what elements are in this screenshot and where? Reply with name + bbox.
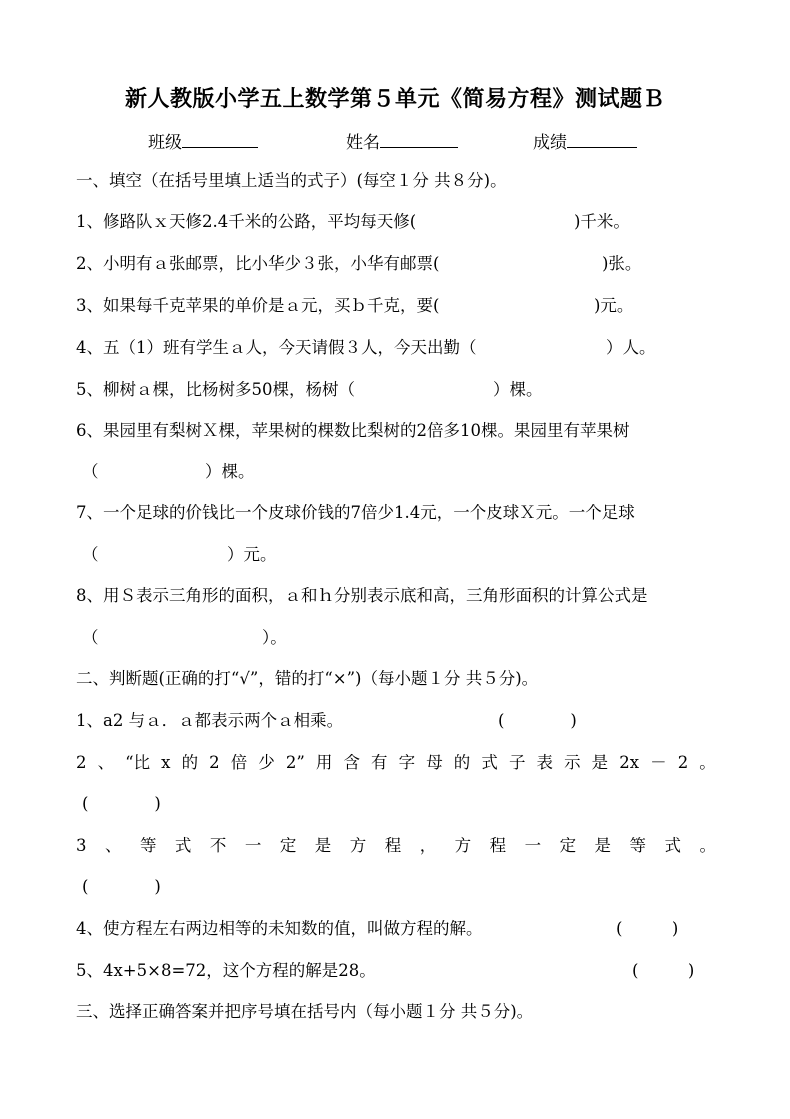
s2-q3-token: 等: [629, 836, 646, 855]
s2-q2-token: 2: [76, 753, 87, 772]
s2-q2-token: 2: [209, 753, 220, 772]
s2-q3-token: 。: [699, 836, 716, 855]
s2-q5-paren: ( ): [632, 961, 695, 980]
s2-q3-token: ，: [419, 836, 437, 855]
s2-q2-token: 母: [426, 753, 443, 772]
s1-q8-text: 8、用Ｓ表示三角形的面积，ａ和ｈ分别表示底和高，三角形面积的计算公式是: [76, 586, 648, 605]
s2-q2-token: 、: [97, 753, 115, 772]
s2-q4-paren: ( ): [616, 919, 679, 938]
s1-q3-text: 3、如果每千克苹果的单价是ａ元，买ｂ千克，要(: [76, 296, 440, 315]
s2-q3-token: 定: [559, 836, 577, 855]
score-field: [533, 128, 637, 153]
s2-q2-token: 2: [677, 753, 689, 772]
s2-q3-paren: ( ): [82, 877, 161, 896]
class-blank[interactable]: [182, 131, 258, 148]
s1-q2-end: )张。: [602, 254, 642, 273]
s1-q5-text: 5、柳树ａ棵，比杨树多50棵，杨树（: [76, 380, 355, 399]
s1-q4-text: 4、五（1）班有学生ａ人，今天请假３人，今天出勤（: [76, 338, 477, 357]
s2-q2-token: 示: [564, 753, 581, 772]
s2-q2-token: 字: [398, 753, 416, 772]
s1-q3-end: )元。: [594, 296, 634, 315]
s2-q2-token: 是: [591, 753, 609, 772]
s1-q8-open: （: [82, 628, 99, 647]
page-title: 新人教版小学五上数学第５单元《简易方程》测试题Ｂ: [124, 86, 665, 112]
section1-heading: 一、填空（在括号里填上适当的式子）(每空１分 共８分)。: [76, 171, 507, 190]
s2-q1-paren: ( ): [498, 711, 577, 730]
s2-q4-text: 4、使方程左右两边相等的未知数的值，叫做方程的解。: [76, 919, 483, 938]
s1-q7-end: ）元。: [227, 545, 277, 564]
section2-heading: 二、判断题(正确的打“√”，错的打“×”)（每小题１分 共５分)。: [76, 669, 539, 688]
s2-q2-line: [76, 752, 716, 774]
s2-q3-line: [76, 835, 716, 857]
s2-q3-token: 程: [489, 836, 507, 855]
section3-heading: 三、选择正确答案并把序号填在括号内（每小题１分 共５分)。: [76, 1002, 534, 1021]
s1-q7-open: （: [82, 545, 99, 564]
s1-q6-end: ）棵。: [205, 462, 255, 481]
name-blank[interactable]: [380, 131, 458, 148]
s2-q2-token: 有: [371, 753, 388, 772]
s1-q8-end: ）。: [262, 628, 287, 647]
s2-q5-text: 5、4x+5×8=72，这个方程的解是28。: [76, 961, 376, 980]
s2-q3-token: 一: [524, 836, 542, 855]
s2-q2-token: “比: [125, 753, 151, 772]
s1-q5-end: ）棵。: [493, 380, 543, 399]
s2-q3-token: 等: [139, 836, 157, 855]
name-field: [346, 128, 458, 153]
score-blank[interactable]: [567, 131, 637, 148]
s2-q2-token: 含: [343, 753, 360, 772]
name-label: 姓名: [346, 133, 380, 153]
s1-q2-text: 2、小明有ａ张邮票，比小华少３张，小华有邮票(: [76, 254, 440, 273]
s2-q2-token: －: [650, 753, 667, 772]
s1-q6-text: 6、果园里有梨树Ｘ棵，苹果树的棵数比梨树的2倍多10棵。果园里有苹果树: [76, 421, 630, 440]
s2-q2-token: 的: [453, 753, 471, 772]
s2-q2-token: 2x: [619, 753, 640, 772]
s2-q2-token: 少: [258, 753, 275, 772]
score-label: 成绩: [533, 133, 567, 153]
s2-q2-token: x: [161, 753, 171, 772]
s1-q1-text: 1、修路队ｘ天修2.4千米的公路，平均每天修(: [76, 212, 417, 231]
s2-q3-token: 是: [314, 836, 332, 855]
s2-q3-token: 定: [279, 836, 297, 855]
s2-q2-token: 式: [481, 753, 498, 772]
s2-q3-token: 是: [594, 836, 612, 855]
s1-q1-end: )千米。: [574, 212, 630, 231]
s2-q3-token: 方: [454, 836, 472, 855]
s2-q3-token: 方: [349, 836, 367, 855]
student-info-line: [0, 128, 790, 152]
s2-q2-token: 子: [508, 753, 526, 772]
s2-q2-token: 用: [315, 753, 333, 772]
s2-q1-text: 1、a2 与ａ．ａ都表示两个ａ相乘。: [76, 711, 344, 730]
class-field: [148, 128, 258, 153]
s2-q3-token: 3: [76, 836, 87, 855]
s2-q2-token: 表: [536, 753, 554, 772]
s2-q3-token: 一: [244, 836, 262, 855]
s1-q6-open: （: [82, 462, 99, 481]
s2-q2-token: 的: [181, 753, 199, 772]
s2-q3-token: 不: [209, 836, 227, 855]
s2-q3-token: 式: [664, 836, 681, 855]
s2-q3-token: 程: [384, 836, 402, 855]
s2-q2-paren: ( ): [82, 794, 161, 813]
s1-q7-text: 7、一个足球的价钱比一个皮球价钱的7倍少1.4元，一个皮球Ｘ元。一个足球: [76, 503, 635, 522]
s2-q3-token: 、: [104, 836, 122, 855]
s2-q2-token: 倍: [230, 753, 248, 772]
class-label: 班级: [148, 133, 182, 153]
s1-q4-end: ）人。: [606, 338, 656, 357]
s2-q3-token: 式: [174, 836, 192, 855]
s2-q2-token: 。: [699, 753, 716, 772]
s2-q2-token: 2”: [285, 753, 305, 772]
